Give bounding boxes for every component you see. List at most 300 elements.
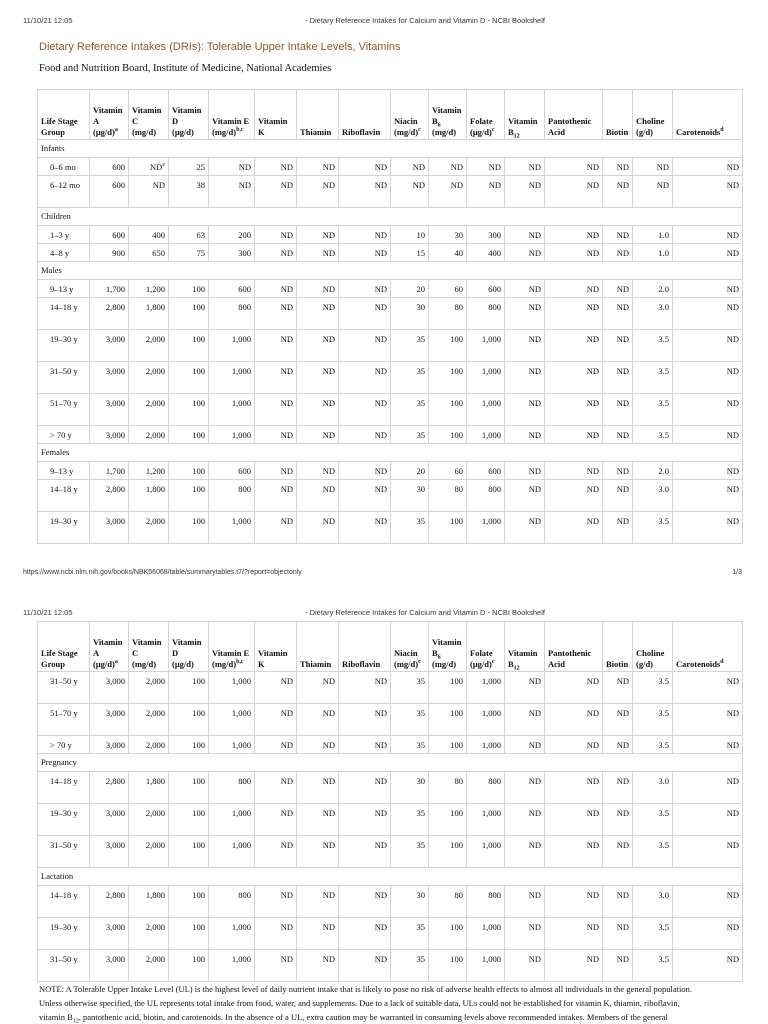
value-cell [339, 362, 391, 394]
footnote-mark: c [491, 659, 495, 666]
cell-text: 3.5 [658, 516, 669, 526]
table-row [38, 918, 743, 950]
value-cell [467, 330, 505, 362]
value-cell [673, 426, 743, 444]
table-row [38, 226, 743, 244]
cell-text: ND [374, 890, 387, 900]
value-cell [429, 772, 467, 804]
value-cell [90, 950, 129, 982]
value-cell [209, 672, 255, 704]
cell-text: Vitamin K [258, 648, 288, 669]
cell-text: ND [280, 366, 293, 376]
value-cell [255, 394, 297, 426]
cell-text: ND [616, 740, 629, 750]
value-cell [391, 836, 429, 868]
cell-text: 100 [192, 740, 205, 750]
cell-text: (g/d) [636, 659, 653, 669]
value-cell [90, 918, 129, 950]
cell-text: 100 [450, 398, 463, 408]
life-stage-cell [38, 704, 90, 736]
value-cell [391, 772, 429, 804]
cell-text: ND [322, 954, 335, 964]
cell-text: 75 [196, 248, 205, 258]
cell-text: 35 [416, 398, 425, 408]
value-cell [255, 298, 297, 330]
cell-text: ND [150, 162, 163, 172]
value-cell [129, 512, 169, 544]
value-cell [545, 804, 603, 836]
cell-text: 100 [450, 954, 463, 964]
cell-text: ND [726, 922, 739, 932]
col-choline [633, 622, 673, 672]
value-cell [467, 512, 505, 544]
value-cell [633, 804, 673, 836]
cell-text: ND [726, 466, 739, 476]
cell-text: Riboflavin [342, 127, 381, 137]
cell-text: ND [238, 162, 251, 172]
cell-text: ND [280, 334, 293, 344]
cell-text: ND [586, 180, 599, 190]
col-vitamin-e [209, 90, 255, 140]
value-cell [603, 772, 633, 804]
cell-text: 100 [192, 516, 205, 526]
value-cell [603, 736, 633, 754]
cell-text: 2,000 [145, 366, 165, 376]
value-cell [429, 836, 467, 868]
col-vitamin-e [209, 622, 255, 672]
cell-text: 0–6 mo [50, 162, 76, 172]
cell-text: ND [726, 248, 739, 258]
value-cell [255, 244, 297, 262]
cell-text: 3,000 [105, 808, 125, 818]
value-cell [505, 244, 545, 262]
value-cell [255, 330, 297, 362]
cell-text: 1,000 [231, 516, 251, 526]
cell-text: 1,000 [481, 516, 501, 526]
cell-text: ND [616, 776, 629, 786]
cell-text: ND [374, 676, 387, 686]
value-cell [90, 280, 129, 298]
cell-text: 100 [192, 954, 205, 964]
cell-text: ND [586, 676, 599, 686]
cell-text: 2,000 [145, 430, 165, 440]
value-cell [339, 950, 391, 982]
cell-text: ND [586, 808, 599, 818]
cell-text: 100 [450, 366, 463, 376]
value-cell [129, 244, 169, 262]
cell-text: ND [374, 284, 387, 294]
footnote-mark: c [418, 127, 421, 134]
cell-text: Folate [470, 648, 493, 658]
cell-text: ND [322, 516, 335, 526]
cell-text: ND [616, 180, 629, 190]
value-cell [545, 394, 603, 426]
value-cell [129, 330, 169, 362]
cell-text: (mg/d) [432, 127, 457, 137]
cell-text: 900 [112, 248, 125, 258]
value-cell [255, 512, 297, 544]
cell-text: 300 [488, 230, 501, 240]
cell-text: ND [322, 890, 335, 900]
cell-text: ND [586, 430, 599, 440]
cell-text: 3,000 [105, 708, 125, 718]
table-row [38, 886, 743, 918]
cell-text: ND [450, 180, 463, 190]
cell-text: Vitamin D [172, 637, 202, 658]
col-life-stage [38, 622, 90, 672]
cell-text: ND [616, 708, 629, 718]
cell-text: ND [528, 808, 541, 818]
value-cell [339, 772, 391, 804]
value-cell [169, 462, 209, 480]
cell-text: ND [726, 334, 739, 344]
cell-text: ND [280, 248, 293, 258]
value-cell [673, 480, 743, 512]
cell-text: ND [726, 954, 739, 964]
value-cell [545, 772, 603, 804]
cell-text: 2,800 [105, 484, 125, 494]
value-cell [391, 298, 429, 330]
cell-text: ND [726, 708, 739, 718]
cell-text: 19–30 y [50, 516, 78, 526]
print-datetime-2: 11/10/21 12:05 [23, 608, 73, 617]
cell-text: ND [616, 398, 629, 408]
value-cell [169, 704, 209, 736]
cell-text: ND [528, 366, 541, 376]
cell-text: ND [374, 230, 387, 240]
value-cell [429, 280, 467, 298]
value-cell [297, 462, 339, 480]
cell-text: 38 [196, 180, 205, 190]
cell-text: ND [528, 676, 541, 686]
cell-text: ND [586, 484, 599, 494]
value-cell [297, 918, 339, 950]
cell-text: ND [528, 840, 541, 850]
cell-text: 1,800 [145, 776, 165, 786]
value-cell [90, 462, 129, 480]
cell-text: > 70 y [50, 430, 72, 440]
cell-text: ND [616, 484, 629, 494]
value-cell [169, 886, 209, 918]
value-cell [391, 244, 429, 262]
cell-text: 35 [416, 430, 425, 440]
cell-text: 35 [416, 516, 425, 526]
value-cell [467, 394, 505, 426]
cell-text: 1,000 [231, 740, 251, 750]
value-cell [129, 280, 169, 298]
value-cell [467, 244, 505, 262]
value-cell [505, 886, 545, 918]
cell-text: ND [374, 334, 387, 344]
value-cell [339, 244, 391, 262]
cell-text: ND [586, 230, 599, 240]
cell-text: 40 [454, 248, 463, 258]
value-cell [673, 736, 743, 754]
value-cell [297, 704, 339, 736]
value-cell [673, 950, 743, 982]
cell-text: 3.5 [658, 676, 669, 686]
cell-text: 3,000 [105, 334, 125, 344]
cell-text: 800 [488, 890, 501, 900]
value-cell [505, 918, 545, 950]
cell-text: ND [586, 366, 599, 376]
group-label-males: Males [38, 262, 743, 280]
col-riboflavin [339, 622, 391, 672]
cell-text: (μg/d) [470, 127, 492, 137]
value-cell [339, 226, 391, 244]
value-cell [505, 772, 545, 804]
value-cell [169, 804, 209, 836]
value-cell [297, 886, 339, 918]
cell-text: 31–50 y [50, 676, 78, 686]
value-cell [633, 462, 673, 480]
cell-text: ND [488, 162, 501, 172]
value-cell [673, 836, 743, 868]
cell-text: Biotin [606, 659, 629, 669]
value-cell [129, 362, 169, 394]
cell-text: ND [656, 180, 669, 190]
value-cell [467, 298, 505, 330]
note-b12-sub: 12 [72, 1018, 79, 1024]
cell-text: ND [374, 840, 387, 850]
cell-text: 2,000 [145, 334, 165, 344]
value-cell [429, 244, 467, 262]
value-cell [391, 426, 429, 444]
cell-text: Vitamin C [132, 105, 162, 126]
col-pantothenic-acid [545, 90, 603, 140]
cell-text: Vitamin E [212, 116, 250, 126]
value-cell [169, 226, 209, 244]
cell-text: 800 [488, 484, 501, 494]
cell-text: 400 [152, 230, 165, 240]
cell-text: 19–30 y [50, 334, 78, 344]
cell-text: ND [528, 230, 541, 240]
cell-text: Thiamin [300, 659, 332, 669]
group-label-pregnancy: Pregnancy [38, 754, 743, 772]
cell-text: 6–12 mo [50, 180, 80, 190]
cell-text: 30 [454, 230, 463, 240]
cell-text: ND [528, 248, 541, 258]
cell-text: 3,000 [105, 430, 125, 440]
value-cell [391, 672, 429, 704]
value-cell [467, 362, 505, 394]
value-cell [505, 176, 545, 208]
value-cell [129, 426, 169, 444]
note-line-2: Unless otherwise specified, the UL represents total intake from food, water, and supplements. Due to a lack of suitable data, ULs could not be established for vitamin K, thiamin, riboflavin, [39, 998, 680, 1008]
cell-text: Vitamin E [212, 648, 250, 658]
cell-text: 20 [416, 284, 425, 294]
value-cell [429, 394, 467, 426]
value-cell [255, 804, 297, 836]
value-cell [209, 394, 255, 426]
cell-text: ND [586, 740, 599, 750]
value-cell [169, 950, 209, 982]
cell-text: ND [528, 302, 541, 312]
value-cell [545, 244, 603, 262]
value-cell [545, 280, 603, 298]
cell-text: ND [726, 676, 739, 686]
cell-text: 600 [488, 466, 501, 476]
value-cell [297, 362, 339, 394]
value-cell [129, 918, 169, 950]
table-row [38, 298, 743, 330]
value-cell [90, 244, 129, 262]
table-row [38, 394, 743, 426]
page-title: Dietary Reference Intakes (DRIs): Tolerable Upper Intake Levels, Vitamins [39, 41, 401, 53]
cell-text: ND [616, 808, 629, 818]
cell-text: 30 [416, 890, 425, 900]
cell-text: 35 [416, 740, 425, 750]
value-cell [90, 158, 129, 176]
cell-text: Thiamin [300, 127, 332, 137]
value-cell [505, 804, 545, 836]
cell-text: ND [586, 708, 599, 718]
cell-text: ND [374, 162, 387, 172]
cell-text: 800 [238, 484, 251, 494]
cell-text: 2,000 [145, 676, 165, 686]
cell-text: ND [280, 740, 293, 750]
cell-text: ND [586, 922, 599, 932]
cell-text: 1.0 [658, 248, 669, 258]
cell-text: ND [280, 302, 293, 312]
value-cell [297, 672, 339, 704]
value-cell [339, 804, 391, 836]
value-cell [391, 158, 429, 176]
value-cell [209, 462, 255, 480]
value-cell [603, 512, 633, 544]
value-cell [429, 918, 467, 950]
value-cell [603, 950, 633, 982]
cell-text: 1,000 [481, 676, 501, 686]
value-cell [297, 480, 339, 512]
value-cell [603, 804, 633, 836]
value-cell [129, 886, 169, 918]
value-cell [467, 226, 505, 244]
value-cell [90, 394, 129, 426]
value-cell [339, 736, 391, 754]
value-cell [391, 330, 429, 362]
cell-text: Life Stage Group [41, 116, 78, 137]
cell-text: Niacin [394, 116, 418, 126]
cell-text: ND [322, 230, 335, 240]
cell-text: 2,800 [105, 890, 125, 900]
cell-text: 200 [238, 230, 251, 240]
table-row [38, 158, 743, 176]
value-cell [429, 704, 467, 736]
value-cell [209, 918, 255, 950]
cell-text: 600 [238, 284, 251, 294]
value-cell [429, 462, 467, 480]
cell-text: Vitamin B [508, 648, 538, 669]
value-cell [467, 736, 505, 754]
cell-text: Biotin [606, 127, 629, 137]
cell-text: ND [488, 180, 501, 190]
value-cell [505, 394, 545, 426]
cell-text: (mg/d) [212, 127, 237, 137]
cell-text: 1,700 [105, 466, 125, 476]
value-cell [169, 836, 209, 868]
value-cell [673, 362, 743, 394]
value-cell [297, 804, 339, 836]
life-stage-cell [38, 394, 90, 426]
value-cell [391, 176, 429, 208]
footnote-mark: b,c [236, 659, 244, 666]
cell-text: ND [280, 398, 293, 408]
cell-text: 3.5 [658, 922, 669, 932]
life-stage-cell [38, 918, 90, 950]
page-subtitle: Food and Nutrition Board, Institute of Medicine, National Academies [39, 63, 332, 74]
cell-text: (mg/d) [212, 659, 237, 669]
value-cell [429, 672, 467, 704]
footnote-mark: d [720, 659, 724, 666]
value-cell [90, 226, 129, 244]
cell-text: 1,000 [231, 840, 251, 850]
value-cell [467, 158, 505, 176]
value-cell [603, 244, 633, 262]
cell-text: 1,000 [231, 430, 251, 440]
value-cell [391, 280, 429, 298]
group-row [38, 868, 743, 886]
cell-text: 20 [416, 466, 425, 476]
value-cell [545, 362, 603, 394]
value-cell [429, 176, 467, 208]
value-cell [209, 298, 255, 330]
col-vitamin-d [169, 90, 209, 140]
value-cell [129, 480, 169, 512]
value-cell [90, 836, 129, 868]
note-line-3-rest: , pantothenic acid, biotin, and carotenoids. In the absence of a UL, extra caution may be warranted in consuming levels above recommended intakes. Members of the general [78, 1012, 668, 1022]
cell-text: 2,000 [145, 740, 165, 750]
value-cell [633, 244, 673, 262]
col-pantothenic-acid [545, 622, 603, 672]
value-cell [673, 394, 743, 426]
value-cell [545, 176, 603, 208]
cell-text: Vitamin D [172, 105, 202, 126]
value-cell [603, 836, 633, 868]
cell-text: 2.0 [658, 466, 669, 476]
value-cell [339, 512, 391, 544]
table-row [38, 362, 743, 394]
cell-text: 35 [416, 840, 425, 850]
table-row [38, 426, 743, 444]
cell-text: ND [528, 484, 541, 494]
cell-text: 2,800 [105, 302, 125, 312]
cell-text: ND [528, 466, 541, 476]
value-cell [505, 426, 545, 444]
value-cell [633, 672, 673, 704]
cell-text: 60 [454, 466, 463, 476]
value-cell [255, 704, 297, 736]
value-cell [169, 918, 209, 950]
col-vitamin-b12 [505, 90, 545, 140]
value-cell [255, 736, 297, 754]
table-row [38, 280, 743, 298]
cell-text: ND [374, 180, 387, 190]
value-cell [429, 158, 467, 176]
value-cell [391, 704, 429, 736]
value-cell [545, 704, 603, 736]
cell-text: ND [726, 840, 739, 850]
value-cell [209, 330, 255, 362]
footnote-mark: c [418, 659, 421, 666]
cell-text: 800 [238, 890, 251, 900]
life-stage-cell [38, 950, 90, 982]
cell-text: 100 [450, 334, 463, 344]
group-row [38, 140, 743, 158]
col-vitamin-b6 [429, 622, 467, 672]
cell-text: (μg/d) [172, 127, 194, 137]
cell-text: ND [616, 366, 629, 376]
